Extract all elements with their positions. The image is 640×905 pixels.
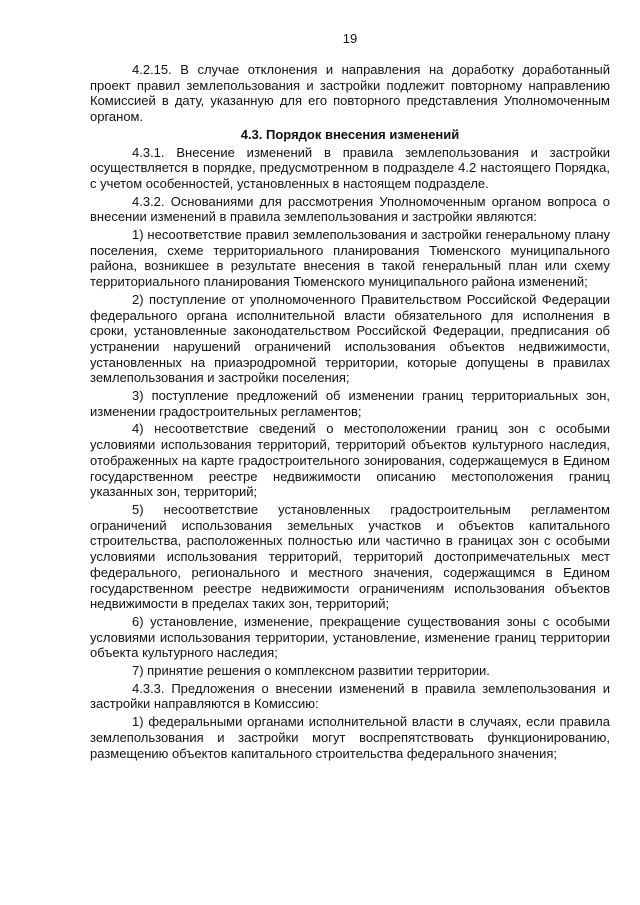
paragraph-4-3-3: 4.3.3. Предложения о внесении изменений в правила землепользования и застройки направляются в Комиссию: bbox=[90, 680, 610, 712]
list-item-7: 7) принятие решения о комплексном развитии территории. bbox=[132, 663, 490, 679]
list-item-3: 3) поступление предложений об изменении границ территориальных зон, изменении градостроительных регламентов; bbox=[90, 388, 610, 419]
list-item-4: 4) несоответствие сведений о местоположении границ зон с особыми условиями использования территорий, территорий объектов культурного наследия, отображенных на карте градостроительного зонирования, содержащемуся в Едином государственном реестре недвижимости описанию местоположения границ указанных зон, территорий; bbox=[90, 421, 610, 500]
section-heading-4-3: 4.3. Порядок внесения изменений bbox=[240, 126, 460, 142]
list-item-2: 2) поступление от уполномоченного Правительством Российской Федерации федерального органа исполнительной власти обязательного для исполнения в сроки, установленные законодательством Российской Федерации, предписания об устранении нарушений ограничений использования объектов недвижимости, установленных на приаэродромной территории, которые допущены в правилах землепользования и застройки поселения; bbox=[90, 291, 610, 386]
list-item-4-3-3-1: 1) федеральными органами исполнительной власти в случаях, если правила землепользования и застройки могут воспрепятствовать функционированию, размещению объектов капитального строительства федерального значения; bbox=[90, 714, 610, 761]
list-item-6: 6) установление, изменение, прекращение существования зоны с особыми условиями использования территории, установление, изменение границ территории объекта культурного наследия; bbox=[90, 613, 610, 661]
document-page bbox=[90, 0, 610, 763]
list-item-5: 5) несоответствие установленных градостроительным регламентом ограничений использования земельных участков и объектов капитального строительства, расположенных полностью или частично в границах зон с особыми условиями использования территорий, территорий достопримечательных мест федерального, регионального и местного значения, содержащимся в Едином государственном реестре недвижимости ограничениям использования объектов недвижимости в пределах таких зон, территорий; bbox=[90, 501, 610, 612]
page-number: 19 bbox=[342, 31, 358, 46]
paragraph-4-2-15: 4.2.15. В случае отклонения и направления на доработку доработанный проект правил землепользования и застройки подлежит повторному направлению Комиссией в дату, указанную для его повторного представления Уполномоченным органом. bbox=[90, 62, 610, 125]
paragraph-4-3-1: 4.3.1. Внесение изменений в правила землепользования и застройки осуществляется в порядке, предусмотренном в подразделе 4.2 настоящего Порядка, с учетом особенностей, установленных в настоящем подразделе. bbox=[90, 144, 610, 191]
paragraph-4-3-2: 4.3.2. Основаниями для рассмотрения Уполномоченным органом вопроса о внесении изменений в правила землепользования и застройки являются: bbox=[90, 193, 610, 225]
list-item-1: 1) несоответствие правил землепользования и застройки генеральному плану поселения, схеме территориального планирования Тюменского муниципального района, возникшее в результате внесения в такой генеральный план или схему территориального планирования Тюменского муниципального района изменений; bbox=[90, 227, 610, 290]
